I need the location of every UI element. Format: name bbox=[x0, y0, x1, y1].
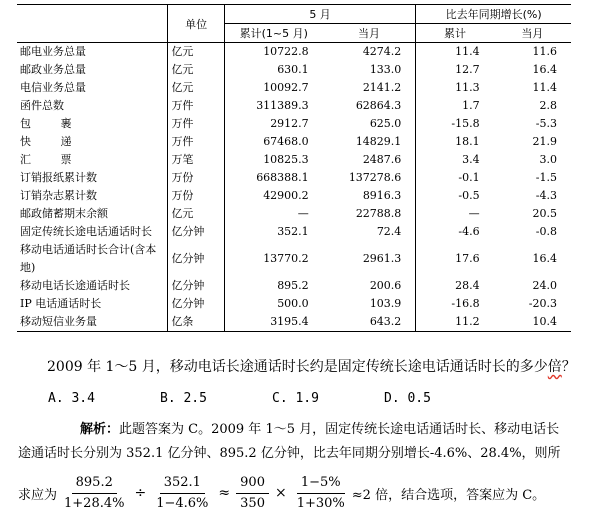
row-growth-cumulative: 1.7 bbox=[416, 97, 494, 115]
table-row bbox=[17, 205, 571, 223]
row-name: 汇 票 bbox=[20, 153, 85, 166]
option-d: D. 0.5 bbox=[384, 391, 431, 406]
fraction-1 bbox=[60, 474, 128, 513]
fraction-4-denominator: 1+30% bbox=[296, 495, 345, 511]
row-growth-cumulative: 18.1 bbox=[416, 133, 494, 151]
explanation-label: 解析： bbox=[80, 422, 120, 437]
row-unit: 万笔 bbox=[168, 151, 224, 169]
row-cumulative: 13770.2 bbox=[224, 241, 322, 277]
row-growth-cumulative: 11.3 bbox=[416, 79, 494, 97]
row-name: 移动电话长途通话时长 bbox=[20, 279, 130, 292]
cumulative-header: 累计(1~5 月) bbox=[224, 24, 322, 43]
row-month: 625.0 bbox=[369, 117, 402, 130]
table-row bbox=[17, 61, 571, 79]
formula-conclusion: ≈2 倍，结合选项，答案应为 C。 bbox=[351, 487, 546, 503]
row-unit: 亿元 bbox=[168, 61, 224, 79]
option-a: A. 3.4 bbox=[48, 391, 95, 406]
row-growth-cumulative: 11.2 bbox=[416, 313, 494, 332]
table-row bbox=[17, 43, 571, 62]
row-unit: 亿元 bbox=[168, 79, 224, 97]
row-unit: 亿元 bbox=[168, 43, 224, 62]
fraction-2 bbox=[152, 474, 212, 513]
answer-options bbox=[48, 391, 496, 406]
row-growth-cumulative: 11.4 bbox=[416, 43, 494, 62]
row-growth-month: 11.4 bbox=[532, 81, 557, 94]
row-month: 2487.6 bbox=[362, 153, 402, 166]
row-cumulative: 10825.3 bbox=[224, 151, 322, 169]
row-growth-month: 24.0 bbox=[532, 279, 557, 292]
current-month-header: 当月 bbox=[358, 27, 380, 40]
row-unit: 万份 bbox=[168, 187, 224, 205]
table-row bbox=[17, 133, 571, 151]
row-name: 邮电业务总量 bbox=[20, 45, 86, 58]
row-growth-month: -20.3 bbox=[528, 297, 557, 310]
row-cumulative: 67468.0 bbox=[224, 133, 322, 151]
row-growth-cumulative: -4.6 bbox=[416, 223, 494, 241]
row-growth-month: -4.3 bbox=[535, 189, 557, 202]
row-cumulative: 2912.7 bbox=[224, 115, 322, 133]
row-month: 2961.3 bbox=[362, 252, 402, 265]
row-name: 包 裹 bbox=[20, 117, 85, 130]
row-month: 14829.1 bbox=[355, 135, 402, 148]
row-growth-month: 16.4 bbox=[532, 252, 557, 265]
month-group-header: 5 月 bbox=[224, 5, 415, 24]
row-unit: 亿分钟 bbox=[168, 277, 224, 295]
question-text bbox=[47, 356, 576, 376]
growth-cumulative-header: 累计 bbox=[416, 24, 494, 43]
row-growth-cumulative: -16.8 bbox=[416, 295, 494, 313]
row-unit: 万份 bbox=[168, 169, 224, 187]
row-cumulative: 10092.7 bbox=[224, 79, 322, 97]
row-name: 函件总数 bbox=[20, 99, 64, 112]
row-month: 133.0 bbox=[369, 63, 402, 76]
statistics-table bbox=[17, 4, 571, 332]
fraction-2-numerator: 352.1 bbox=[160, 474, 205, 494]
row-growth-month: 20.5 bbox=[532, 207, 557, 220]
row-month: 103.9 bbox=[369, 297, 402, 310]
row-cumulative: 42900.2 bbox=[224, 187, 322, 205]
row-month: 2141.2 bbox=[362, 81, 402, 94]
times-sign: × bbox=[274, 485, 287, 501]
row-unit: 亿分钟 bbox=[168, 223, 224, 241]
row-growth-month: 11.6 bbox=[532, 45, 557, 58]
fraction-4 bbox=[293, 474, 349, 513]
growth-month-header: 当月 bbox=[521, 27, 544, 40]
row-month: 200.6 bbox=[369, 279, 402, 292]
row-cumulative: 630.1 bbox=[224, 61, 322, 79]
row-name: 电信业务总量 bbox=[20, 81, 86, 94]
row-growth-month: -1.5 bbox=[535, 171, 557, 184]
table-row bbox=[17, 277, 571, 295]
question-marked-word: 倍 bbox=[547, 359, 562, 375]
fraction-1-numerator: 895.2 bbox=[72, 474, 117, 494]
row-growth-cumulative: 17.6 bbox=[416, 241, 494, 277]
row-unit: 万件 bbox=[168, 115, 224, 133]
row-month: 643.2 bbox=[369, 315, 402, 328]
row-growth-cumulative: 28.4 bbox=[416, 277, 494, 295]
row-unit: 万件 bbox=[168, 133, 224, 151]
table-body bbox=[17, 43, 571, 332]
row-growth-cumulative: 12.7 bbox=[416, 61, 494, 79]
row-growth-month: 3.0 bbox=[539, 153, 557, 166]
table-row bbox=[17, 241, 571, 277]
row-name: 移动短信业务量 bbox=[20, 315, 97, 328]
divide-sign: ÷ bbox=[134, 485, 147, 501]
name-column-header bbox=[17, 5, 168, 43]
row-cumulative: — bbox=[224, 205, 322, 223]
row-month: 22788.8 bbox=[355, 207, 402, 220]
table-row bbox=[17, 169, 571, 187]
row-name: 邮政业务总量 bbox=[20, 63, 86, 76]
fraction-3 bbox=[236, 474, 269, 513]
explanation-line-2: 途通话时长分别为 352.1 亿分钟、895.2 亿分钟，比去年同期分别增长-4.6%、28.4%，则所 bbox=[18, 446, 561, 461]
explanation-formula bbox=[18, 473, 545, 513]
unit-column-header: 单位 bbox=[168, 5, 224, 43]
row-growth-month: 10.4 bbox=[532, 315, 557, 328]
fraction-1-denominator: 1+28.4% bbox=[64, 495, 125, 511]
fraction-3-numerator: 900 bbox=[236, 474, 269, 494]
formula-lead: 求应为 bbox=[18, 487, 58, 503]
table-row bbox=[17, 97, 571, 115]
row-unit: 亿分钟 bbox=[168, 295, 224, 313]
row-growth-month: -0.8 bbox=[535, 225, 557, 238]
fraction-4-numerator: 1−5% bbox=[297, 474, 345, 494]
table-row bbox=[17, 295, 571, 313]
explanation-text-1: 此题答案为 C。2009 年 1～5 月，固定传统长途电话通话时长、移动电话长 bbox=[119, 422, 560, 437]
fraction-2-denominator: 1−4.6% bbox=[156, 495, 209, 511]
row-cumulative: 500.0 bbox=[224, 295, 322, 313]
table-row bbox=[17, 151, 571, 169]
table-row bbox=[17, 313, 571, 332]
row-cumulative: 3195.4 bbox=[224, 313, 322, 332]
row-growth-cumulative: 3.4 bbox=[416, 151, 494, 169]
row-cumulative: 10722.8 bbox=[224, 43, 322, 62]
question-prefix: 2009 年 1～5 月，移动电话长途通话时长约是固定传统长途电话通话时长的多少 bbox=[47, 359, 548, 375]
option-b: B. 2.5 bbox=[160, 391, 207, 406]
option-c: C. 1.9 bbox=[272, 391, 319, 406]
row-month: 72.4 bbox=[376, 225, 402, 238]
row-growth-month: 21.9 bbox=[532, 135, 557, 148]
row-name: IP 电话通话时长 bbox=[20, 297, 102, 310]
row-month: 137278.6 bbox=[348, 171, 402, 184]
row-unit: 亿条 bbox=[168, 313, 224, 332]
row-month: 62864.3 bbox=[355, 99, 402, 112]
row-cumulative: 311389.3 bbox=[224, 97, 322, 115]
table-row bbox=[17, 115, 571, 133]
row-growth-cumulative: -0.5 bbox=[416, 187, 494, 205]
row-cumulative: 668388.1 bbox=[224, 169, 322, 187]
row-growth-cumulative: -0.1 bbox=[416, 169, 494, 187]
row-name: 订销杂志累计数 bbox=[20, 189, 97, 202]
row-name: 快 递 bbox=[20, 135, 85, 148]
row-growth-month: 16.4 bbox=[532, 63, 557, 76]
row-month: 4274.2 bbox=[362, 45, 402, 58]
row-cumulative: 895.2 bbox=[224, 277, 322, 295]
row-name: 订销报纸累计数 bbox=[20, 171, 97, 184]
table-row bbox=[17, 79, 571, 97]
question-suffix: ？ bbox=[561, 359, 576, 375]
row-growth-cumulative: — bbox=[416, 205, 494, 223]
table-row bbox=[17, 187, 571, 205]
approx-sign: ≈ bbox=[218, 485, 231, 501]
row-month: 8916.3 bbox=[362, 189, 402, 202]
table-row bbox=[17, 223, 571, 241]
row-name: 固定传统长途电话通话时长 bbox=[20, 225, 152, 238]
row-name: 邮政储蓄期末余额 bbox=[20, 207, 108, 220]
fraction-3-denominator: 350 bbox=[240, 495, 265, 511]
row-unit: 亿分钟 bbox=[168, 241, 224, 277]
row-name: 移动电话通话时长合计(含本地) bbox=[20, 243, 157, 274]
row-unit: 万件 bbox=[168, 97, 224, 115]
row-unit: 亿元 bbox=[168, 205, 224, 223]
row-growth-month: 2.8 bbox=[539, 99, 557, 112]
growth-group-header: 比去年同期增长(%) bbox=[416, 5, 571, 24]
row-growth-cumulative: -15.8 bbox=[416, 115, 494, 133]
row-growth-month: -5.3 bbox=[535, 117, 557, 130]
row-cumulative: 352.1 bbox=[224, 223, 322, 241]
explanation-line-1 bbox=[80, 418, 591, 442]
